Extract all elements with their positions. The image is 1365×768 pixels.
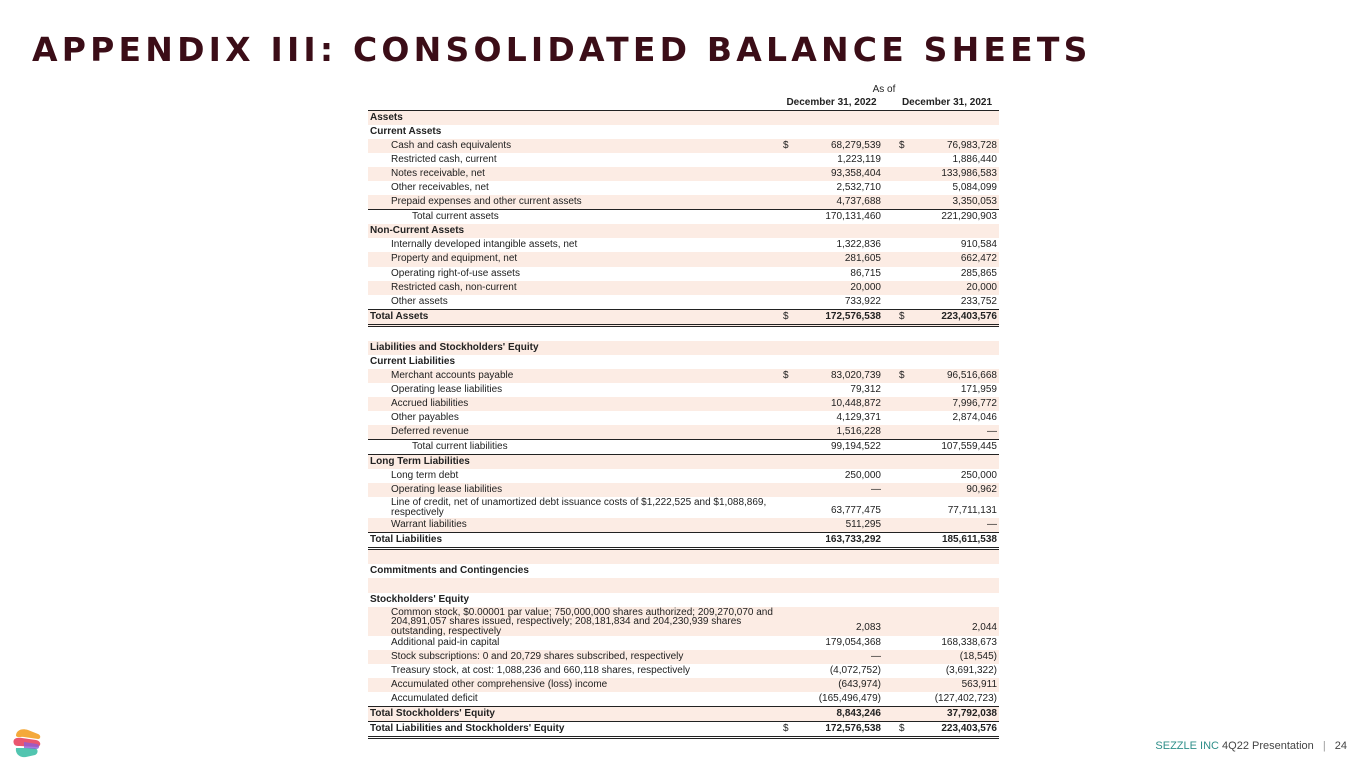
- table-row: [368, 707, 999, 722]
- value-2022: 99,194,522: [830, 441, 881, 453]
- value-2021: 285,865: [960, 267, 997, 279]
- table-row: [368, 692, 999, 707]
- value-2021: 223,403,576: [941, 722, 997, 734]
- value-2021: 662,472: [960, 253, 997, 265]
- value-2021: (18,545): [959, 650, 997, 662]
- row-label: Stock subscriptions: 0 and 20,729 shares subscribed, respectively: [391, 650, 684, 662]
- table-row: [368, 397, 999, 411]
- row-label: Common stock, $0.00001 par value; 750,000,000 shares authorized; 209,270,070 and 204,891,057 shares issued, respectively; 208,181,834 and 204,230,939 shares outstanding, respectively: [391, 606, 773, 637]
- value-2022: 79,312: [850, 383, 881, 395]
- value-2022: 63,777,475: [830, 505, 881, 517]
- value-2021: (3,691,322): [945, 664, 997, 676]
- as-of-label: As of: [872, 84, 896, 95]
- value-2022: 172,576,538: [825, 722, 881, 734]
- value-2021: 563,911: [961, 678, 997, 690]
- value-2022: 179,054,368: [825, 636, 881, 648]
- value-2021: 37,792,038: [946, 707, 997, 719]
- table-row: [368, 195, 999, 210]
- table-header: [368, 82, 999, 111]
- table-row: [368, 518, 999, 533]
- value-2022: 1,516,228: [836, 426, 881, 438]
- table-row: [368, 425, 999, 440]
- value-2022: (165,496,479): [818, 692, 881, 704]
- value-2022: 1,322,836: [836, 239, 881, 251]
- row-label: Accrued liabilities: [391, 397, 469, 409]
- table-row: [368, 607, 999, 636]
- currency-symbol: $: [783, 369, 789, 381]
- table-row: [368, 224, 999, 238]
- row-label: Total current liabilities: [412, 441, 508, 453]
- value-2021: 250,000: [960, 470, 997, 482]
- table-row: [368, 238, 999, 252]
- value-2021: 910,584: [960, 239, 997, 251]
- table-row: [368, 593, 999, 607]
- value-2022: 172,576,538: [825, 310, 881, 322]
- value-2022: (643,974): [838, 678, 881, 690]
- value-2021: 1,886,440: [952, 154, 997, 166]
- balance-sheet-table: [368, 82, 999, 739]
- row-label: Total current assets: [412, 211, 499, 223]
- row-label: Other payables: [391, 411, 459, 423]
- table-row: [368, 210, 999, 224]
- value-2022: 4,737,688: [836, 196, 881, 208]
- footer-brand: SEZZLE INC: [1155, 740, 1219, 752]
- row-label: Assets: [370, 112, 403, 123]
- row-label: Long term debt: [391, 470, 459, 482]
- row-label: Notes receivable, net: [391, 168, 485, 180]
- row-label: Operating lease liabilities: [391, 484, 503, 496]
- row-label: Treasury stock, at cost: 1,088,236 and 660,118 shares, respectively: [391, 664, 691, 676]
- value-2022: (4,072,752): [829, 664, 881, 676]
- row-label: Prepaid expenses and other current assets: [391, 196, 582, 208]
- row-label: Total Assets: [370, 310, 429, 322]
- table-row: [368, 550, 999, 564]
- table-row: [368, 295, 999, 310]
- row-label: Stockholders' Equity: [370, 593, 470, 605]
- currency-symbol: $: [899, 722, 905, 734]
- table-row: [368, 153, 999, 167]
- table-row: [368, 383, 999, 397]
- page-number: 24: [1334, 740, 1347, 752]
- row-label: Property and equipment, net: [391, 253, 518, 265]
- value-2021: —: [987, 426, 997, 438]
- value-2021: 90,962: [966, 484, 997, 496]
- currency-symbol: $: [783, 140, 789, 152]
- row-label: Long Term Liabilities: [370, 456, 470, 468]
- value-2022: 86,715: [850, 267, 881, 279]
- table-row: [368, 181, 999, 195]
- value-2021: 2,044: [971, 621, 997, 633]
- column-header-2022: December 31, 2022: [786, 97, 877, 108]
- table-row: [368, 483, 999, 497]
- table-row: [368, 440, 999, 455]
- table-row: [368, 564, 999, 578]
- row-label: Commitments and Contingencies: [370, 565, 529, 577]
- value-2022: 8,843,246: [836, 707, 881, 719]
- table-row: [368, 167, 999, 181]
- value-2022: 4,129,371: [836, 411, 881, 423]
- value-2022: 2,532,710: [836, 182, 881, 194]
- row-label: Warrant liabilities: [391, 519, 467, 531]
- row-label: Total Liabilities: [370, 534, 443, 546]
- value-2022: 10,448,872: [830, 397, 881, 409]
- row-label: Internally developed intangible assets, net: [391, 239, 578, 251]
- value-2022: 733,922: [844, 295, 881, 307]
- value-2022: 83,020,739: [830, 369, 881, 381]
- table-row: [368, 327, 999, 341]
- value-2022: 93,358,404: [830, 168, 881, 180]
- currency-symbol: $: [899, 140, 905, 152]
- row-label: Accumulated deficit: [391, 692, 478, 704]
- value-2022: 250,000: [844, 470, 881, 482]
- row-label: Restricted cash, non-current: [391, 281, 517, 293]
- row-label: Operating lease liabilities: [391, 383, 503, 395]
- table-row: [368, 455, 999, 469]
- row-label: Merchant accounts payable: [391, 369, 514, 381]
- value-2022: —: [871, 650, 881, 662]
- value-2021: 133,986,583: [941, 168, 997, 180]
- value-2021: 168,338,673: [941, 636, 997, 648]
- row-label: Non-Current Assets: [370, 225, 465, 237]
- value-2021: 2,874,046: [952, 411, 997, 423]
- currency-symbol: $: [899, 310, 905, 322]
- table-row: [368, 355, 999, 369]
- currency-symbol: $: [899, 369, 905, 381]
- table-row: [368, 411, 999, 425]
- value-2021: 96,516,668: [946, 369, 997, 381]
- row-label: Deferred revenue: [391, 426, 469, 438]
- table-row: [368, 252, 999, 266]
- table-row: [368, 341, 999, 355]
- value-2021: 221,290,903: [941, 211, 997, 223]
- value-2021: 76,983,728: [946, 140, 997, 152]
- table-row: [368, 369, 999, 383]
- currency-symbol: $: [783, 310, 789, 322]
- value-2022: 511,295: [845, 519, 881, 531]
- value-2022: 2,083: [855, 621, 881, 633]
- row-label: Other assets: [391, 295, 448, 307]
- value-2022: —: [871, 484, 881, 496]
- value-2022: 163,733,292: [825, 534, 881, 546]
- table-row: [368, 111, 999, 125]
- table-row: [368, 650, 999, 664]
- table-row: [368, 722, 999, 739]
- table-row: [368, 469, 999, 483]
- value-2022: 1,223,119: [837, 154, 881, 166]
- value-2021: 171,959: [960, 383, 997, 395]
- row-label: Total Stockholders' Equity: [370, 707, 495, 719]
- value-2021: 3,350,053: [952, 196, 997, 208]
- sezzle-logo: [10, 726, 44, 758]
- logo-bottom-stripe: [16, 748, 38, 757]
- row-label: Other receivables, net: [391, 182, 489, 194]
- value-2021: 5,084,099: [952, 182, 997, 194]
- footer: [1155, 740, 1347, 752]
- value-2022: 170,131,460: [825, 211, 881, 223]
- column-header-2021: December 31, 2021: [901, 97, 993, 108]
- value-2021: 20,000: [966, 281, 997, 293]
- value-2022: 68,279,539: [830, 140, 881, 152]
- table-row: [368, 139, 999, 153]
- page-title: APPENDIX III: CONSOLIDATED BALANCE SHEETS: [32, 30, 1092, 69]
- value-2021: 223,403,576: [941, 310, 997, 322]
- value-2022: 281,605: [844, 253, 881, 265]
- table-row: [368, 310, 999, 327]
- footer-separator: |: [1322, 740, 1326, 752]
- row-label: Accumulated other comprehensive (loss) income: [391, 678, 608, 690]
- row-label: Current Liabilities: [370, 355, 456, 367]
- value-2021: (127,402,723): [934, 692, 997, 704]
- table-row: [368, 497, 999, 518]
- value-2021: 233,752: [960, 295, 997, 307]
- table-row: [368, 125, 999, 139]
- value-2022: 20,000: [850, 281, 881, 293]
- table-row: [368, 664, 999, 678]
- footer-presentation: 4Q22 Presentation: [1222, 740, 1314, 752]
- value-2021: 7,996,772: [952, 397, 997, 409]
- row-label: Additional paid-in capital: [391, 636, 500, 648]
- row-label: Liabilities and Stockholders' Equity: [370, 341, 539, 353]
- table-row: [368, 578, 999, 592]
- table-row: [368, 636, 999, 650]
- table-row: [368, 281, 999, 295]
- value-2021: —: [987, 519, 997, 531]
- table-row: [368, 533, 999, 550]
- value-2021: 185,611,538: [941, 534, 997, 546]
- value-2021: 77,711,131: [947, 505, 997, 517]
- row-label: Line of credit, net of unamortized debt issuance costs of $1,222,525 and $1,088,869, respectively: [391, 497, 767, 518]
- row-label: Current Assets: [370, 126, 442, 138]
- currency-symbol: $: [783, 722, 789, 734]
- row-label: Operating right-of-use assets: [391, 267, 520, 279]
- table-row: [368, 267, 999, 281]
- table-row: [368, 678, 999, 692]
- logo-top-stripe: [16, 729, 40, 739]
- row-label: Restricted cash, current: [391, 154, 497, 166]
- row-label: Total Liabilities and Stockholders' Equity: [370, 722, 565, 734]
- row-label: Cash and cash equivalents: [391, 140, 512, 152]
- value-2021: 107,559,445: [941, 441, 997, 453]
